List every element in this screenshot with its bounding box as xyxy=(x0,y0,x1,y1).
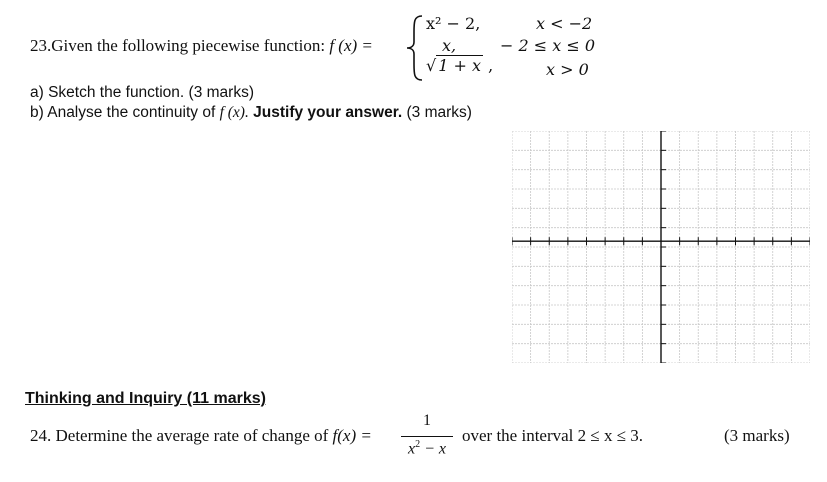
graph-grid[interactable] xyxy=(512,131,810,363)
fraction-numerator: 1 xyxy=(423,412,431,429)
rate-fraction xyxy=(397,412,457,462)
question-24-function-label: f(x) = xyxy=(332,426,372,445)
part-b xyxy=(30,104,472,122)
part-a-text: a) Sketch the function. (3 marks) xyxy=(30,84,254,101)
section-heading: Thinking and Inquiry (11 marks) xyxy=(25,390,266,407)
question-23-text: 23.Given the following piecewise function: xyxy=(30,36,326,55)
fraction-denominator xyxy=(397,439,457,458)
case-1-condition: x < −2 xyxy=(536,14,593,33)
fraction-bar xyxy=(401,436,453,437)
case-1-expression: x² − 2, xyxy=(426,14,481,33)
denominator-tail: − x xyxy=(420,440,446,458)
case-3-condition: x > 0 xyxy=(546,60,589,79)
case-3-expression: √ 1 + x , xyxy=(426,56,494,75)
part-b-justify: Justify your answer. xyxy=(253,104,403,121)
question-24-marks: (3 marks) xyxy=(724,426,790,445)
sqrt-symbol: √ xyxy=(426,56,437,75)
part-b-prefix: b) Analyse the continuity of xyxy=(30,104,216,121)
part-b-function: f (x). xyxy=(219,104,249,121)
piecewise-brace xyxy=(404,14,426,82)
part-b-marks: (3 marks) xyxy=(406,104,472,121)
question-24-interval: over the interval 2 ≤ x ≤ 3. xyxy=(462,426,644,445)
denominator-exponent: 2 xyxy=(415,439,421,450)
case-2-condition: − 2 ≤ x ≤ 0 xyxy=(500,36,596,55)
denominator-base: x xyxy=(407,440,416,458)
function-label: f (x) = xyxy=(329,36,373,55)
question-24-lead xyxy=(30,426,372,446)
case-2-expression: x, xyxy=(442,36,457,55)
question-23-lead xyxy=(30,36,373,56)
question-24-text: 24. Determine the average rate of change of xyxy=(30,426,329,445)
sqrt-radicand: 1 + x xyxy=(438,56,481,75)
